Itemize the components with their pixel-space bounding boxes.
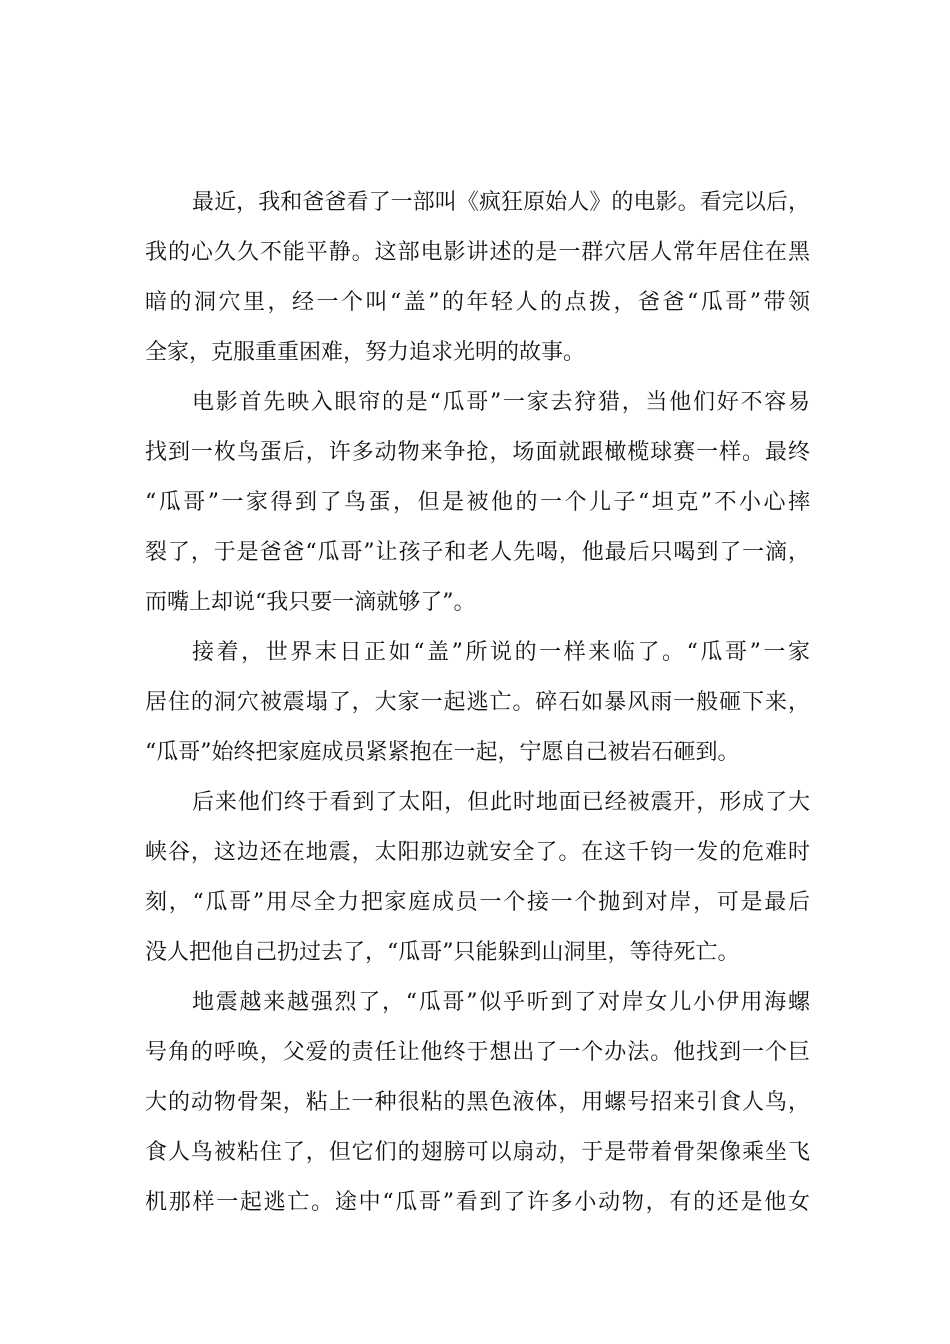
text-line: 号角的呼唤，父爱的责任让他终于想出了一个办法。他找到一个巨 <box>145 1040 810 1065</box>
text-line: 裂了，于是爸爸“瓜哥”让孩子和老人先喝，他最后只喝到了一滴， <box>145 540 810 565</box>
essay-body <box>145 178 810 1228</box>
text-line: 机那样一起逃亡。途中“瓜哥”看到了许多小动物，有的还是他女 <box>145 1190 810 1215</box>
text-line: 地震越来越强烈了，“瓜哥”似乎听到了对岸女儿小伊用海螺 <box>192 990 810 1015</box>
paragraph-5 <box>145 978 810 1228</box>
text-line: 找到一枚鸟蛋后，许多动物来争抢，场面就跟橄榄球赛一样。最终 <box>145 440 810 465</box>
text-line: 全家，克服重重困难，努力追求光明的故事。 <box>145 340 586 365</box>
text-line: 没人把他自己扔过去了，“瓜哥”只能躲到山洞里，等待死亡。 <box>145 940 740 965</box>
text-line: “瓜哥”始终把家庭成员紧紧抱在一起，宁愿自己被岩石砸到。 <box>145 740 740 765</box>
paragraph-4 <box>145 778 810 978</box>
text-line: 接着，世界末日正如“盖”所说的一样来临了。“瓜哥”一家 <box>192 640 810 665</box>
text-line: 居住的洞穴被震塌了，大家一起逃亡。碎石如暴风雨一般砸下来， <box>145 690 810 715</box>
text-line: 峡谷，这边还在地震，太阳那边就安全了。在这千钧一发的危难时 <box>145 840 810 865</box>
paragraph-3 <box>145 628 810 778</box>
text-line: 我的心久久不能平静。这部电影讲述的是一群穴居人常年居住在黑 <box>145 240 810 265</box>
text-line: 大的动物骨架，粘上一种很粘的黑色液体，用螺号招来引食人鸟， <box>145 1090 810 1115</box>
text-line: 后来他们终于看到了太阳，但此时地面已经被震开，形成了大 <box>192 790 810 815</box>
text-line: 食人鸟被粘住了，但它们的翅膀可以扇动，于是带着骨架像乘坐飞 <box>145 1140 810 1165</box>
text-line: 最近，我和爸爸看了一部叫《疯狂原始人》的电影。看完以后， <box>192 190 810 215</box>
text-line: 刻，“瓜哥”用尽全力把家庭成员一个接一个抛到对岸，可是最后 <box>145 890 810 915</box>
text-line: “瓜哥”一家得到了鸟蛋，但是被他的一个儿子“坦克”不小心摔 <box>145 490 810 515</box>
text-line: 暗的洞穴里，经一个叫“盖”的年轻人的点拨，爸爸“瓜哥”带领 <box>145 290 810 315</box>
paragraph-1 <box>145 178 810 378</box>
text-line: 而嘴上却说“我只要一滴就够了”。 <box>145 590 476 615</box>
text-line: 电影首先映入眼帘的是“瓜哥”一家去狩猎，当他们好不容易 <box>192 390 810 415</box>
paragraph-2 <box>145 378 810 628</box>
